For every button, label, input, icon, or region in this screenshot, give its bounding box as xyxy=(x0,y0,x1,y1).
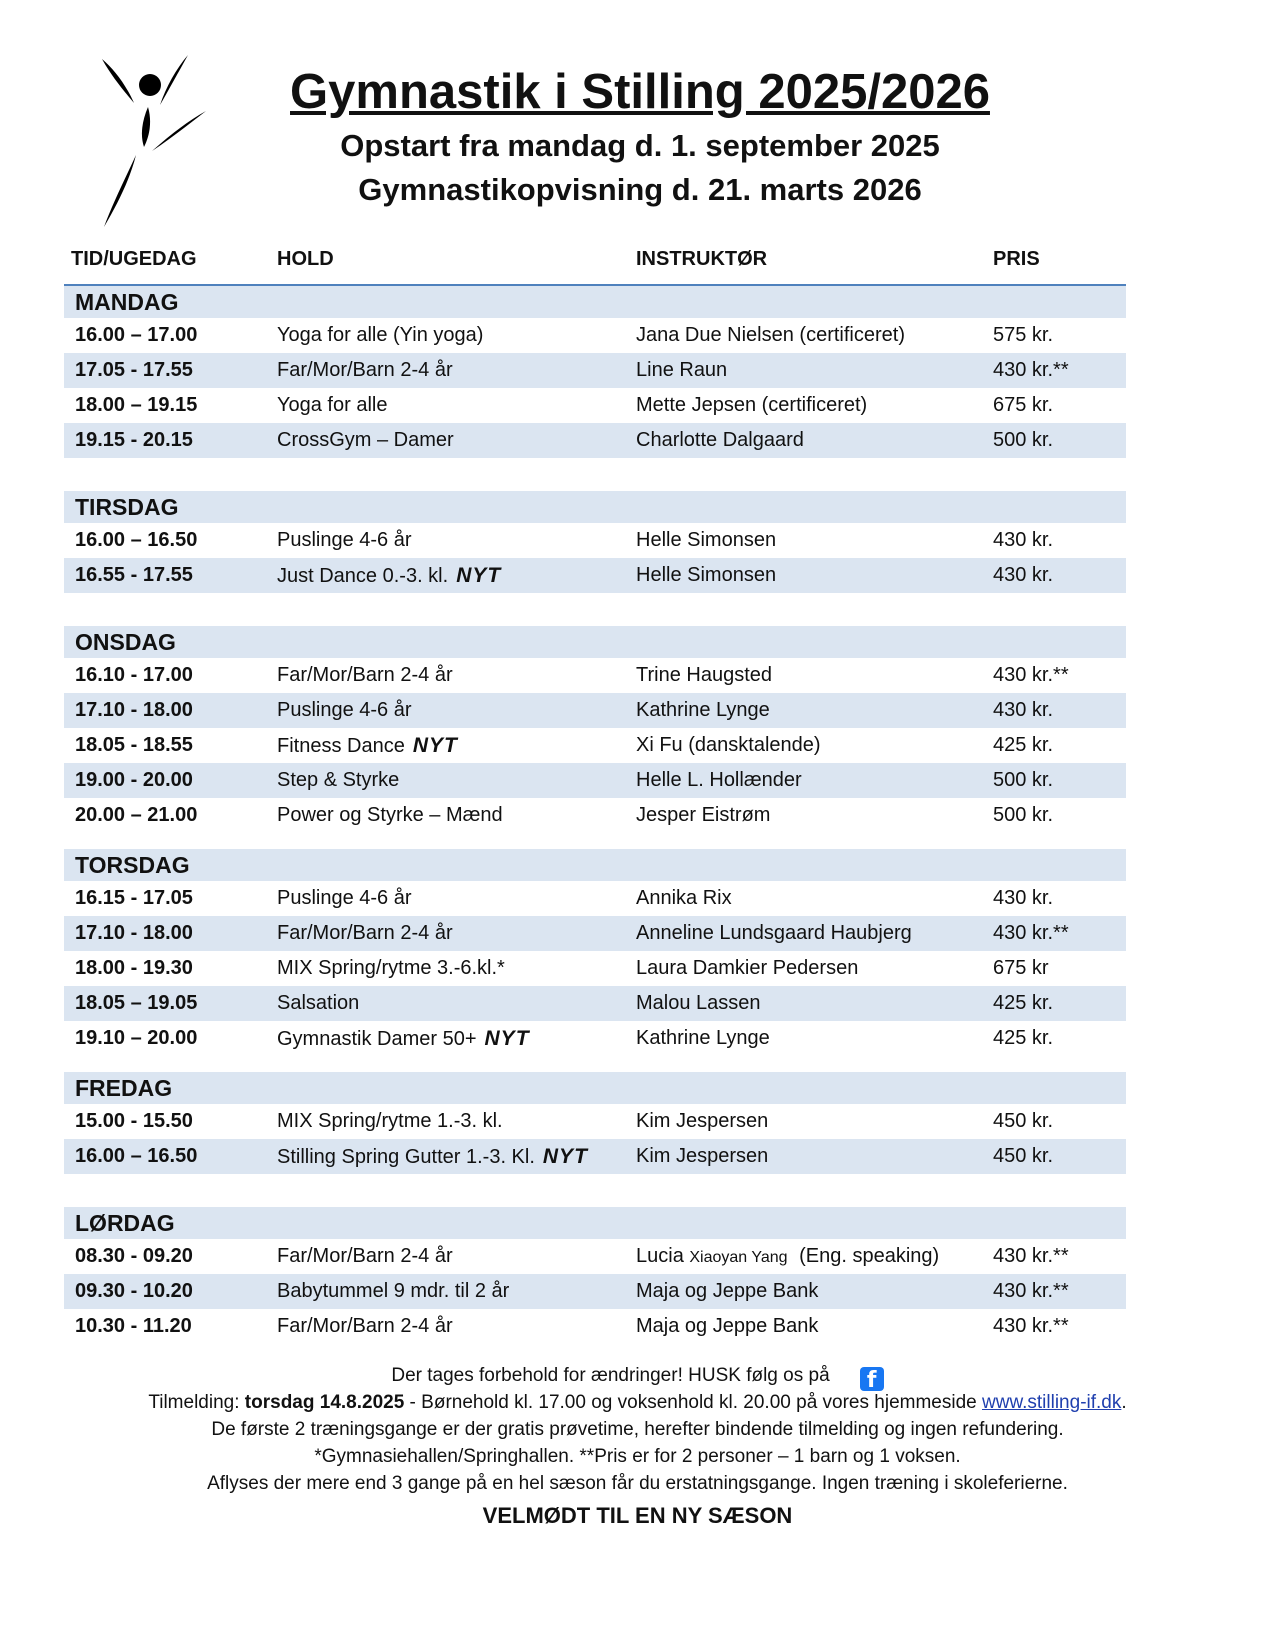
registration-prefix: Tilmelding: xyxy=(148,1392,245,1413)
day-name: TORSDAG xyxy=(75,852,190,878)
row-instructor-name: Anneline Lundsgaard Haubjerg xyxy=(636,922,912,944)
row-team-label: Far/Mor/Barn 2-4 år xyxy=(277,359,453,381)
row-time: 17.10 - 18.00 xyxy=(75,922,193,944)
day-name: TIRSDAG xyxy=(75,494,179,520)
table-row xyxy=(64,1274,1126,1309)
row-team-label: Far/Mor/Barn 2-4 år xyxy=(277,1315,453,1337)
row-time: 15.00 - 15.50 xyxy=(75,1110,193,1132)
column-header-time: TID/UGEDAG xyxy=(71,248,197,270)
table-row xyxy=(64,728,1126,763)
table-row xyxy=(64,523,1126,558)
day-header xyxy=(64,1072,1126,1104)
row-price: 450 kr. xyxy=(993,1145,1054,1167)
row-price: 425 kr. xyxy=(993,992,1054,1014)
row-team-label: Far/Mor/Barn 2-4 år xyxy=(277,664,453,686)
row-instructor-name: Line Raun xyxy=(636,359,728,381)
row-instructor-name: Helle Simonsen xyxy=(636,564,777,586)
row-team xyxy=(277,922,453,945)
row-team-label: Gymnastik Damer 50+ xyxy=(277,1028,477,1050)
day-name: FREDAG xyxy=(75,1075,173,1101)
row-price: 430 kr. xyxy=(993,564,1054,586)
row-team-label: MIX Spring/rytme 3.-6.kl.* xyxy=(277,957,505,979)
row-price: 500 kr. xyxy=(993,804,1054,826)
row-price: 500 kr. xyxy=(993,429,1054,451)
new-badge: NYT xyxy=(412,734,458,757)
row-time: 16.00 – 16.50 xyxy=(75,1145,198,1167)
row-instructor-name: Kathrine Lynge xyxy=(636,1027,770,1049)
row-instructor-name: Charlotte Dalgaard xyxy=(636,429,804,451)
day-header xyxy=(64,626,1126,658)
row-time: 17.10 - 18.00 xyxy=(75,699,193,721)
row-time: 10.30 - 11.20 xyxy=(75,1315,192,1337)
row-team-label: Yoga for alle xyxy=(277,394,388,416)
row-instructor xyxy=(636,1280,818,1303)
row-team xyxy=(277,804,503,827)
row-team xyxy=(277,1110,503,1133)
row-instructor-name: Maja og Jeppe Bank xyxy=(636,1315,819,1337)
row-team xyxy=(277,1315,453,1338)
row-instructor-name: Jesper Eistrøm xyxy=(636,804,771,826)
row-price: 675 kr. xyxy=(993,394,1054,416)
row-price: 425 kr. xyxy=(993,734,1054,756)
row-team-label: Power og Styrke – Mænd xyxy=(277,804,503,826)
row-team-label: Step & Styrke xyxy=(277,769,400,791)
footer-cancellation-text: Aflyses der mere end 3 gange på en hel sæson får du erstatningsgange. Ingen træning i skoleferierne. xyxy=(207,1473,1068,1494)
row-team xyxy=(277,394,387,417)
row-instructor xyxy=(636,1315,818,1338)
section-gap xyxy=(64,593,1126,626)
row-instructor xyxy=(636,1110,768,1133)
day-name: ONSDAG xyxy=(75,629,176,655)
row-instructor xyxy=(636,429,804,452)
day-header xyxy=(64,1207,1126,1239)
row-price: 675 kr xyxy=(993,957,1049,979)
registration-text: - Børnehold kl. 17.00 og voksenhold kl. 20.00 på vores hjemmeside xyxy=(404,1392,982,1413)
row-time: 08.30 - 09.20 xyxy=(75,1245,193,1267)
row-team xyxy=(277,429,454,452)
table-row xyxy=(64,1021,1126,1056)
row-team-label: Just Dance 0.-3. kl. xyxy=(277,565,449,587)
gymnast-logo-icon xyxy=(100,55,220,240)
table-row xyxy=(64,798,1126,833)
day-section-fredag xyxy=(64,1072,1126,1174)
row-time: 16.15 - 17.05 xyxy=(75,887,193,909)
row-price: 575 kr. xyxy=(993,324,1054,346)
row-price: 450 kr. xyxy=(993,1110,1054,1132)
column-header-instructor: INSTRUKTØR xyxy=(636,248,768,270)
row-price: 430 kr. xyxy=(993,699,1054,721)
row-instructor xyxy=(636,1245,939,1268)
row-team-label: Puslinge 4-6 år xyxy=(277,887,412,909)
row-time: 16.10 - 17.00 xyxy=(75,664,193,686)
row-instructor xyxy=(636,529,776,552)
row-instructor-name: Xi Fu (dansktalende) xyxy=(636,734,821,756)
row-instructor xyxy=(636,564,776,587)
section-gap xyxy=(64,833,1126,849)
row-time: 19.00 - 20.00 xyxy=(75,769,193,791)
row-instructor xyxy=(636,359,727,382)
day-section-mandag xyxy=(64,286,1126,458)
row-team xyxy=(277,734,458,758)
footer-registration xyxy=(0,1389,1275,1416)
row-team-label: Babytummel 9 mdr. til 2 år xyxy=(277,1280,510,1302)
day-section-torsdag xyxy=(64,849,1126,1056)
row-time: 18.05 – 19.05 xyxy=(75,992,198,1014)
new-badge: NYT xyxy=(456,564,502,587)
row-team xyxy=(277,769,399,792)
row-team xyxy=(277,1245,453,1268)
day-name: MANDAG xyxy=(75,289,179,315)
day-section-tirsdag xyxy=(64,491,1126,593)
row-instructor-name: Mette Jepsen (certificeret) xyxy=(636,394,868,416)
footer-changes-text: Der tages forbehold for ændringer! HUSK følg os på xyxy=(391,1365,830,1386)
row-price: 430 kr.** xyxy=(993,1315,1069,1337)
day-header xyxy=(64,849,1126,881)
row-time: 19.15 - 20.15 xyxy=(75,429,193,451)
row-price: 430 kr.** xyxy=(993,922,1069,944)
row-price: 430 kr.** xyxy=(993,1245,1069,1267)
row-instructor xyxy=(636,922,912,945)
column-headers xyxy=(64,246,1126,286)
row-instructor-name: Kim Jespersen xyxy=(636,1145,769,1167)
row-team xyxy=(277,324,483,347)
row-team xyxy=(277,957,505,980)
table-row xyxy=(64,986,1126,1021)
row-instructor-name: Lucia xyxy=(636,1245,684,1267)
table-row xyxy=(64,318,1126,353)
row-team-label: Salsation xyxy=(277,992,360,1014)
row-instructor xyxy=(636,769,802,792)
row-time: 18.05 - 18.55 xyxy=(75,734,193,756)
row-instructor-name: Kathrine Lynge xyxy=(636,699,770,721)
registration-date: torsdag 14.8.2025 xyxy=(244,1392,405,1413)
row-instructor-name: Maja og Jeppe Bank xyxy=(636,1280,819,1302)
row-time: 17.05 - 17.55 xyxy=(75,359,193,381)
row-time: 16.55 - 17.55 xyxy=(75,564,193,586)
row-instructor-name: Malou Lassen xyxy=(636,992,761,1014)
table-row xyxy=(64,951,1126,986)
row-time: 18.00 - 19.30 xyxy=(75,957,193,979)
row-team xyxy=(277,664,453,687)
section-gap xyxy=(64,1056,1126,1072)
table-row xyxy=(64,1239,1126,1274)
row-instructor xyxy=(636,992,761,1015)
row-price: 430 kr. xyxy=(993,887,1054,909)
page-title: Gymnastik i Stilling 2025/2026 xyxy=(290,65,990,119)
row-time: 09.30 - 10.20 xyxy=(75,1280,193,1302)
row-team xyxy=(277,992,359,1015)
row-team xyxy=(277,564,501,588)
row-instructor xyxy=(636,1145,768,1168)
row-time: 19.10 – 20.00 xyxy=(75,1027,198,1049)
row-price: 430 kr.** xyxy=(993,664,1069,686)
day-section-lørdag xyxy=(64,1207,1126,1344)
row-price: 430 kr.** xyxy=(993,1280,1069,1302)
row-team xyxy=(277,1027,530,1051)
column-header-price: PRIS xyxy=(993,248,1040,270)
row-team-label: Yoga for alle (Yin yoga) xyxy=(277,324,484,346)
row-team xyxy=(277,887,412,910)
footer-notice xyxy=(0,1362,1275,1391)
row-instructor-name: Annika Rix xyxy=(636,887,732,909)
new-badge: NYT xyxy=(542,1145,588,1168)
section-gap xyxy=(64,458,1126,491)
row-team xyxy=(277,1280,509,1303)
row-instructor xyxy=(636,664,772,687)
new-badge: NYT xyxy=(484,1027,530,1050)
column-header-team: HOLD xyxy=(277,248,334,270)
row-instructor xyxy=(636,957,858,980)
row-instructor xyxy=(636,804,770,827)
row-team xyxy=(277,359,453,382)
row-team-label: Far/Mor/Barn 2-4 år xyxy=(277,922,453,944)
table-row xyxy=(64,353,1126,388)
row-instructor xyxy=(636,1027,770,1050)
row-instructor xyxy=(636,734,821,757)
row-team-label: Puslinge 4-6 år xyxy=(277,529,412,551)
row-team-label: CrossGym – Damer xyxy=(277,429,454,451)
row-team xyxy=(277,1145,588,1169)
table-row xyxy=(64,423,1126,458)
row-price: 430 kr.** xyxy=(993,359,1069,381)
table-row xyxy=(64,916,1126,951)
row-time: 18.00 – 19.15 xyxy=(75,394,198,416)
row-price: 500 kr. xyxy=(993,769,1054,791)
table-row xyxy=(64,763,1126,798)
day-section-onsdag xyxy=(64,626,1126,833)
table-row xyxy=(64,693,1126,728)
row-team xyxy=(277,529,412,552)
row-instructor xyxy=(636,887,732,910)
row-team-label: Far/Mor/Barn 2-4 år xyxy=(277,1245,453,1267)
row-team-label: MIX Spring/rytme 1.-3. kl. xyxy=(277,1110,503,1132)
table-row xyxy=(64,1139,1126,1174)
registration-end: . xyxy=(1121,1392,1127,1413)
day-header xyxy=(64,286,1126,318)
start-date-subtitle: Opstart fra mandag d. 1. september 2025 xyxy=(340,128,940,163)
row-time: 20.00 – 21.00 xyxy=(75,804,198,826)
row-team-label: Puslinge 4-6 år xyxy=(277,699,412,721)
row-team-label: Fitness Dance xyxy=(277,735,405,757)
row-instructor-note: (Eng. speaking) xyxy=(799,1245,940,1267)
row-team xyxy=(277,699,412,722)
row-time: 16.00 – 17.00 xyxy=(75,324,198,346)
row-instructor-name: Trine Haugsted xyxy=(636,664,772,686)
schedule-table xyxy=(64,246,1126,1344)
website-link[interactable]: www.stilling-if.dk xyxy=(982,1392,1122,1413)
day-name: LØRDAG xyxy=(75,1210,175,1236)
row-price: 425 kr. xyxy=(993,1027,1054,1049)
row-instructor-name: Kim Jespersen xyxy=(636,1110,769,1132)
row-instructor xyxy=(636,699,770,722)
table-row xyxy=(64,881,1126,916)
row-instructor-name: Helle L. Hollænder xyxy=(636,769,802,791)
row-instructor-name: Laura Damkier Pedersen xyxy=(636,957,859,979)
row-instructor xyxy=(636,324,905,347)
table-row xyxy=(64,658,1126,693)
row-instructor-name: Helle Simonsen xyxy=(636,529,777,551)
footer-welcome-text: VELMØDT TIL EN NY SÆSON xyxy=(482,1503,793,1528)
table-row xyxy=(64,1104,1126,1139)
table-row xyxy=(64,388,1126,423)
table-row xyxy=(64,1309,1126,1344)
facebook-icon[interactable]: f xyxy=(860,1367,884,1391)
footer-trial-text: De første 2 træningsgange er der gratis prøvetime, herefter bindende tilmelding og ingen refundering. xyxy=(211,1419,1064,1440)
row-price: 430 kr. xyxy=(993,529,1054,551)
table-row xyxy=(64,558,1126,593)
row-team-label: Stilling Spring Gutter 1.-3. Kl. xyxy=(277,1146,535,1168)
footer-notes-text: *Gymnasiehallen/Springhallen. **Pris er for 2 personer – 1 barn og 1 voksen. xyxy=(314,1446,961,1467)
show-date-subtitle: Gymnastikopvisning d. 21. marts 2026 xyxy=(358,172,922,207)
day-header xyxy=(64,491,1126,523)
section-gap xyxy=(64,1174,1126,1207)
row-time: 16.00 – 16.50 xyxy=(75,529,198,551)
row-instructor-surname: Xiaoyan Yang xyxy=(689,1249,788,1266)
row-instructor xyxy=(636,394,867,417)
row-instructor-name: Jana Due Nielsen (certificeret) xyxy=(636,324,905,346)
